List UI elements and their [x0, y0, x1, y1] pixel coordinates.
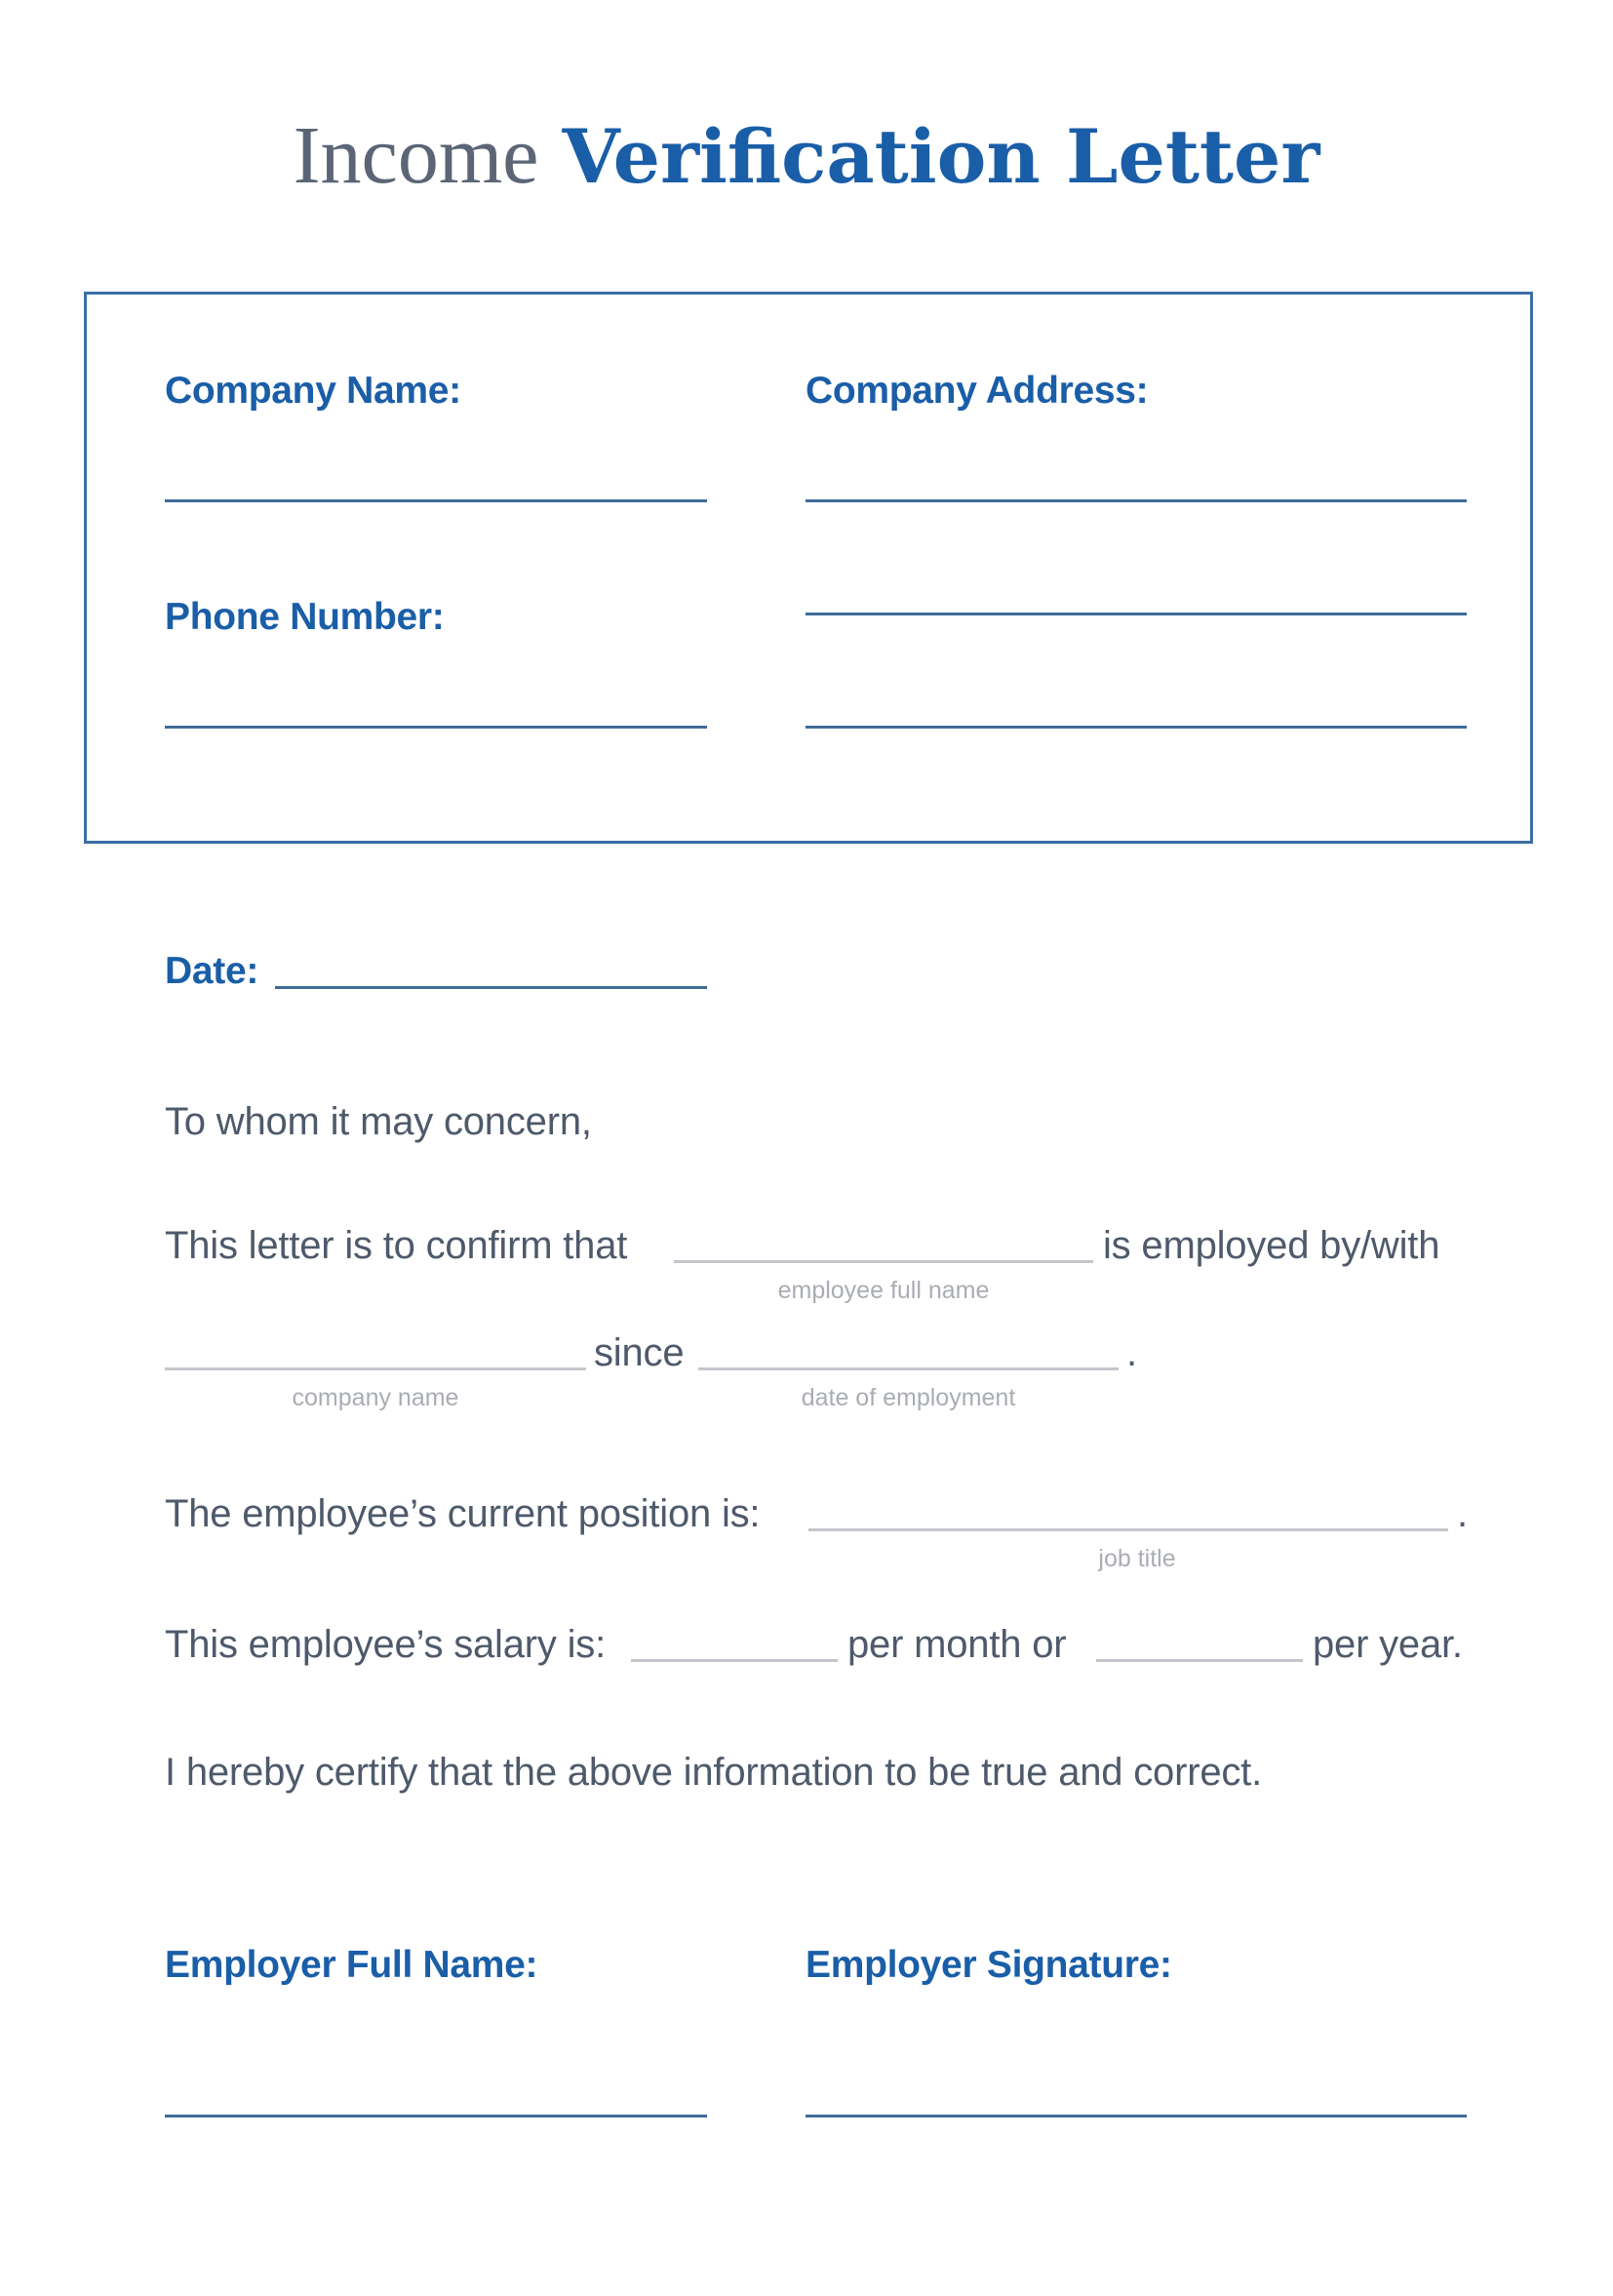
position-period-text: . [1457, 1492, 1468, 1535]
employer-signature-label: Employer Signature: [806, 1944, 1172, 1986]
salary-per-year-field[interactable] [1096, 1659, 1303, 1662]
company-address-label: Company Address: [806, 370, 1149, 412]
per-month-text: per month or [847, 1623, 1067, 1666]
employee-full-name-hint: employee full name [777, 1277, 990, 1304]
employer-full-name-label: Employer Full Name: [165, 1944, 538, 1986]
company-name-label: Company Name: [165, 370, 461, 412]
since-text: since [594, 1331, 685, 1374]
date-of-employment-hint: date of employment [801, 1384, 1016, 1411]
company-address-field-line-3[interactable] [806, 726, 1467, 729]
date-field[interactable] [275, 986, 707, 989]
certify-text: I hereby certify that the above information to be true and correct. [165, 1751, 1262, 1794]
period-text: . [1126, 1331, 1137, 1374]
company-name-hint: company name [292, 1384, 459, 1411]
employer-full-name-field[interactable] [165, 2115, 707, 2118]
job-title-field[interactable] [808, 1528, 1448, 1531]
employer-signature-field[interactable] [806, 2115, 1467, 2118]
confirm-prefix-text: This letter is to confirm that [165, 1224, 628, 1267]
job-title-hint: job title [1098, 1545, 1176, 1572]
per-year-text: per year. [1313, 1623, 1463, 1666]
salary-prefix-text: This employee’s salary is: [165, 1623, 607, 1666]
company-name-field[interactable] [165, 499, 707, 502]
date-label: Date: [165, 950, 259, 992]
salary-per-month-field[interactable] [631, 1659, 838, 1662]
position-prefix-text: The employee’s current position is: [165, 1492, 761, 1535]
phone-number-field[interactable] [165, 726, 707, 729]
page-title [0, 110, 1613, 201]
company-address-field-line-2[interactable] [806, 613, 1467, 615]
company-address-field-line-1[interactable] [806, 499, 1467, 502]
employee-full-name-field[interactable] [674, 1260, 1093, 1263]
confirm-suffix-text: is employed by/with [1103, 1224, 1440, 1267]
title-bold: Verification Letter [562, 113, 1320, 200]
company-name-inline-field[interactable] [165, 1367, 586, 1370]
title-light: Income [293, 110, 539, 201]
greeting-text: To whom it may concern, [165, 1100, 592, 1143]
date-of-employment-field[interactable] [698, 1367, 1119, 1370]
phone-number-label: Phone Number: [165, 596, 445, 638]
